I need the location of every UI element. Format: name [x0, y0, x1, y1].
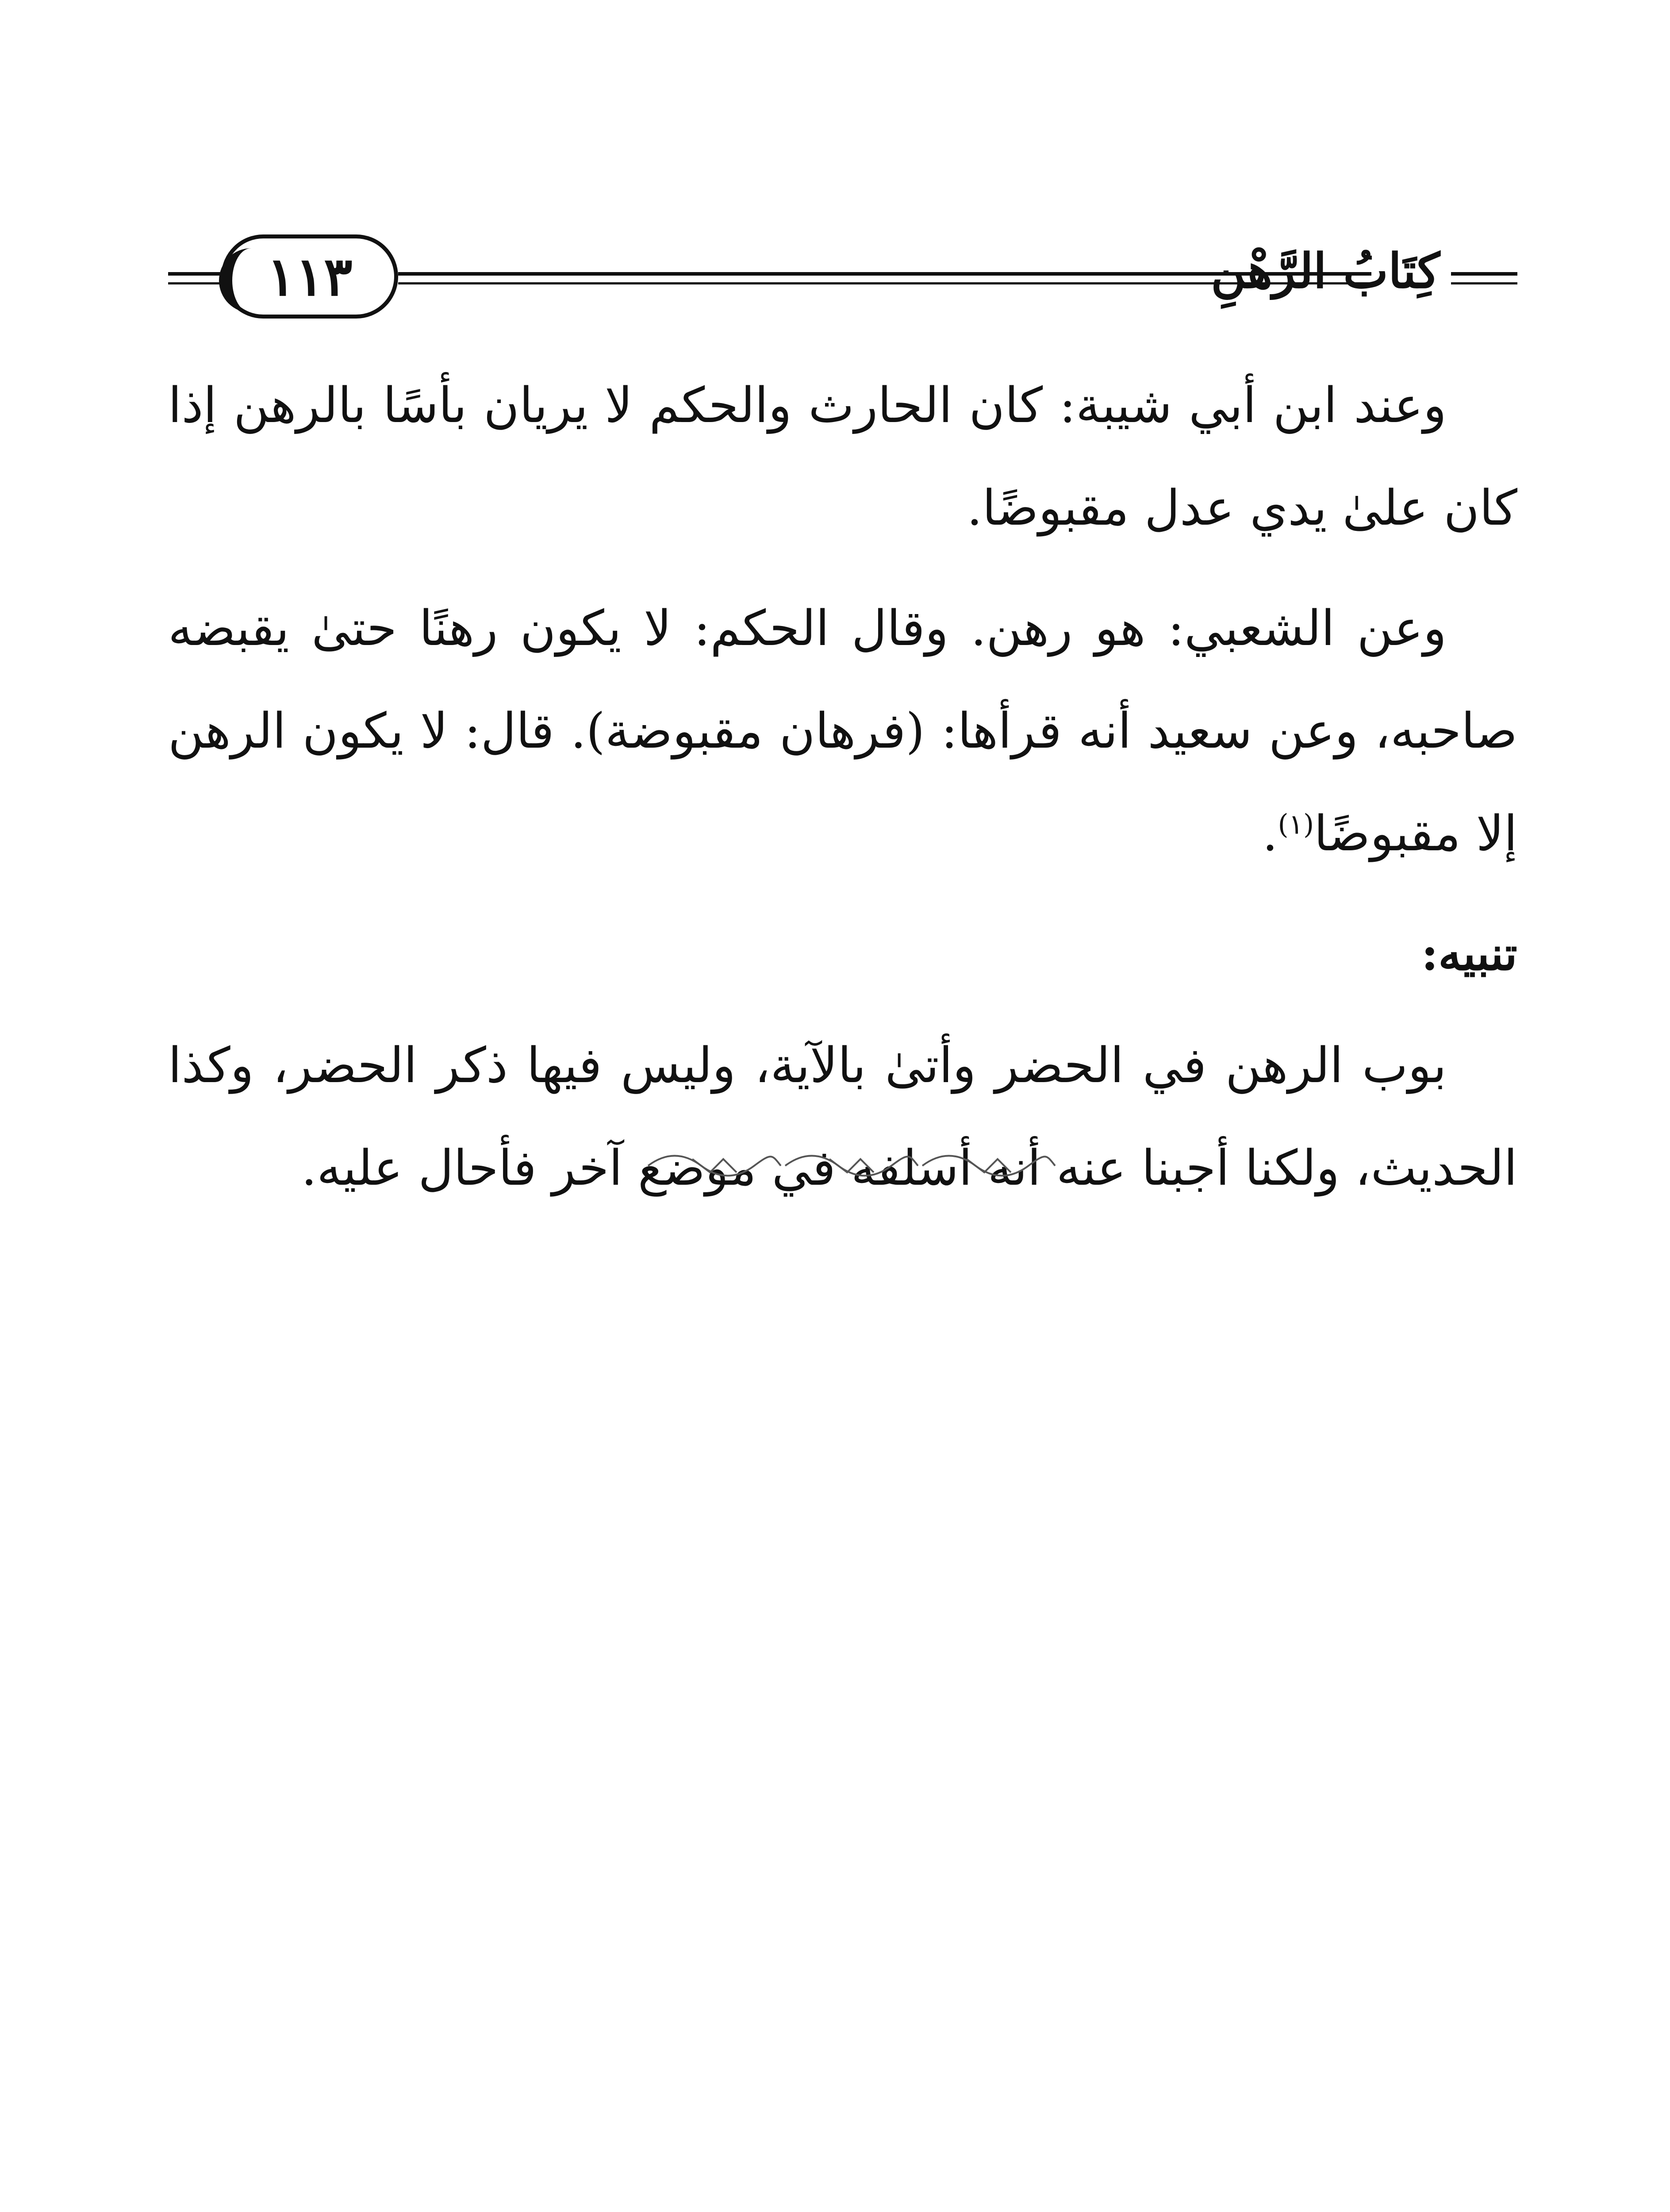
chapter-title: كِتَابُ الرَّهْنِ — [1211, 243, 1440, 299]
paragraph — [168, 577, 1517, 885]
header-rule — [168, 282, 221, 284]
page-number: ١١٣ — [267, 245, 353, 308]
note-heading: تنبيه: — [1421, 926, 1517, 981]
header-rule — [168, 272, 221, 276]
page-header — [168, 230, 1517, 323]
main-text — [168, 354, 1517, 1237]
paragraph-text: وعن الشعبي: هو رهن. وقال الحكم: لا يكون رهنًا حتىٰ يقبضه صاحبه، وعن سعيد أنه قرأها: (فرهان مقبوضة). قال: لا يكون الرهن إلا مقبوضًا — [168, 600, 1517, 862]
paragraph-end-mark: . — [1262, 805, 1278, 862]
section-divider-ornament — [639, 1150, 1064, 1181]
header-rule — [1451, 272, 1517, 276]
badge-cap-ornament — [219, 248, 254, 313]
page-number-badge — [221, 234, 398, 319]
header-rule — [1451, 282, 1517, 284]
footnote-reference: (١) — [1278, 808, 1314, 841]
paragraph: بوب الرهن في الحضر وأتىٰ بالآية، وليس فيها ذكر الحضر، وكذا الحديث، ولكنا أجبنا عنه أنه أسلفه في موضع آخر فأحال عليه. — [168, 1037, 1517, 1196]
paragraph: وعند ابن أبي شيبة: كان الحارث والحكم لا يريان بأسًا بالرهن إذا كان علىٰ يدي عدل مقبوضًا. — [168, 377, 1517, 536]
